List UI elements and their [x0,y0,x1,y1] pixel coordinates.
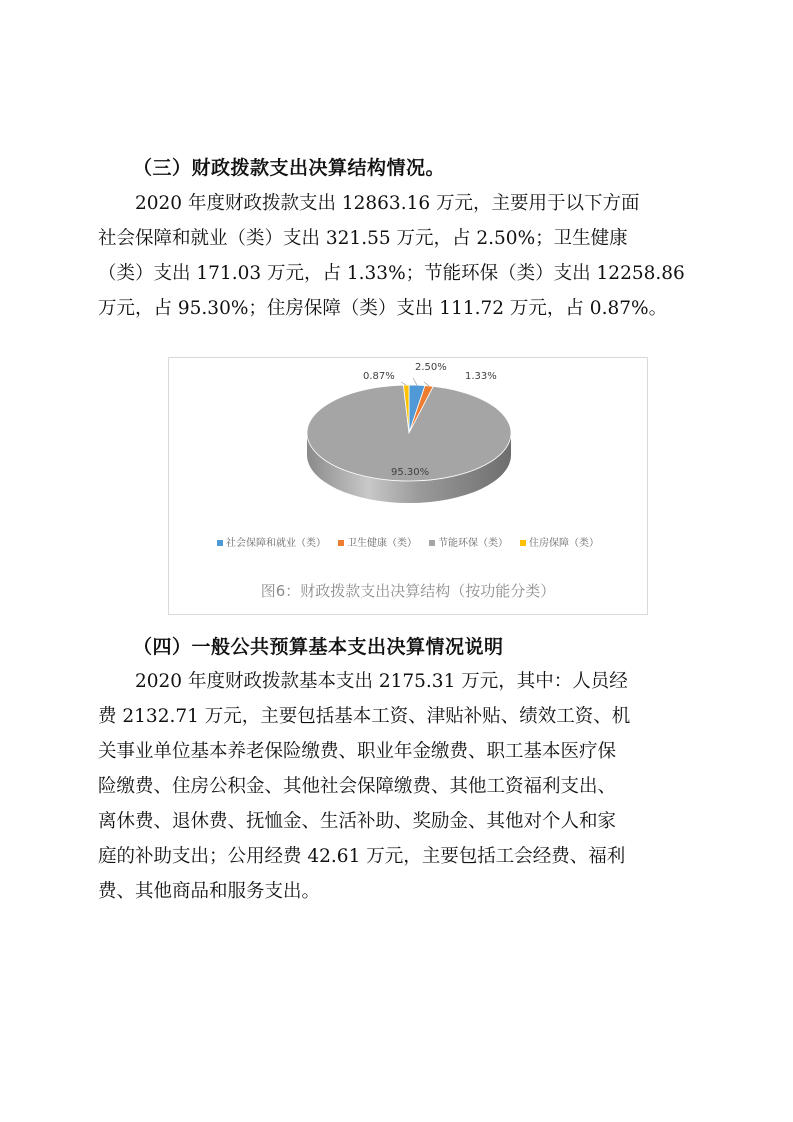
legend-label: 卫生健康（类） [347,538,417,549]
paragraph-line: 万元，占 95.30%；住房保障（类）支出 111.72 万元，占 0.87%。 [98,298,668,319]
legend-item [338,534,417,549]
data-label: 1.33% [465,371,497,382]
paragraph-line: 离休费、退休费、抚恤金、生活补助、奖励金、其他对个人和家 [98,811,617,832]
paragraph-line: 2020 年度财政拨款基本支出 2175.31 万元，其中：人员经 [135,671,628,692]
legend-item [217,534,326,549]
paragraph-line: （类）支出 171.03 万元，占 1.33%；节能环保（类）支出 12258.86 [98,263,685,284]
chart-legend [169,534,647,549]
paragraph-line: 社会保障和就业（类）支出 321.55 万元，占 2.50%；卫生健康 [98,228,628,249]
data-label: 95.30% [391,467,430,478]
legend-item [429,534,508,549]
legend-swatch [217,540,223,546]
legend-label: 住房保障（类） [529,538,599,549]
paragraph-line: 关事业单位基本养老保险缴费、职业年金缴费、职工基本医疗保 [98,741,617,762]
section4-heading: （四）一般公共预算基本支出决算情况说明 [133,636,504,658]
section3-heading: （三）财政拨款支出决算结构情况。 [133,157,446,179]
legend-item [520,534,599,549]
legend-label: 社会保障和就业（类） [226,538,326,549]
data-label: 2.50% [415,362,447,373]
pie-chart [168,357,648,615]
section3-paragraph [98,186,698,326]
data-label-leader-line [413,378,417,385]
legend-label: 节能环保（类） [438,538,508,549]
paragraph-line: 庭的补助支出；公用经费 42.61 万元，主要包括工会经费、福利 [98,846,626,867]
paragraph-line: 险缴费、住房公积金、其他社会保障缴费、其他工资福利支出、 [98,776,617,797]
legend-swatch [338,540,344,546]
legend-swatch [429,540,435,546]
paragraph-line: 2020 年度财政拨款支出 12863.16 万元，主要用于以下方面 [135,193,640,214]
chart-caption: 图6：财政拨款支出决算结构（按功能分类） [260,582,556,600]
pie-chart-svg [169,358,649,616]
legend-swatch [520,540,526,546]
paragraph-line: 费 2132.71 万元，主要包括基本工资、津贴补贴、绩效工资、机 [98,706,631,727]
section4-paragraph [98,664,698,909]
data-label: 0.87% [363,371,395,382]
paragraph-line: 费、其他商品和服务支出。 [98,881,321,902]
data-label-leader-line [401,382,406,385]
